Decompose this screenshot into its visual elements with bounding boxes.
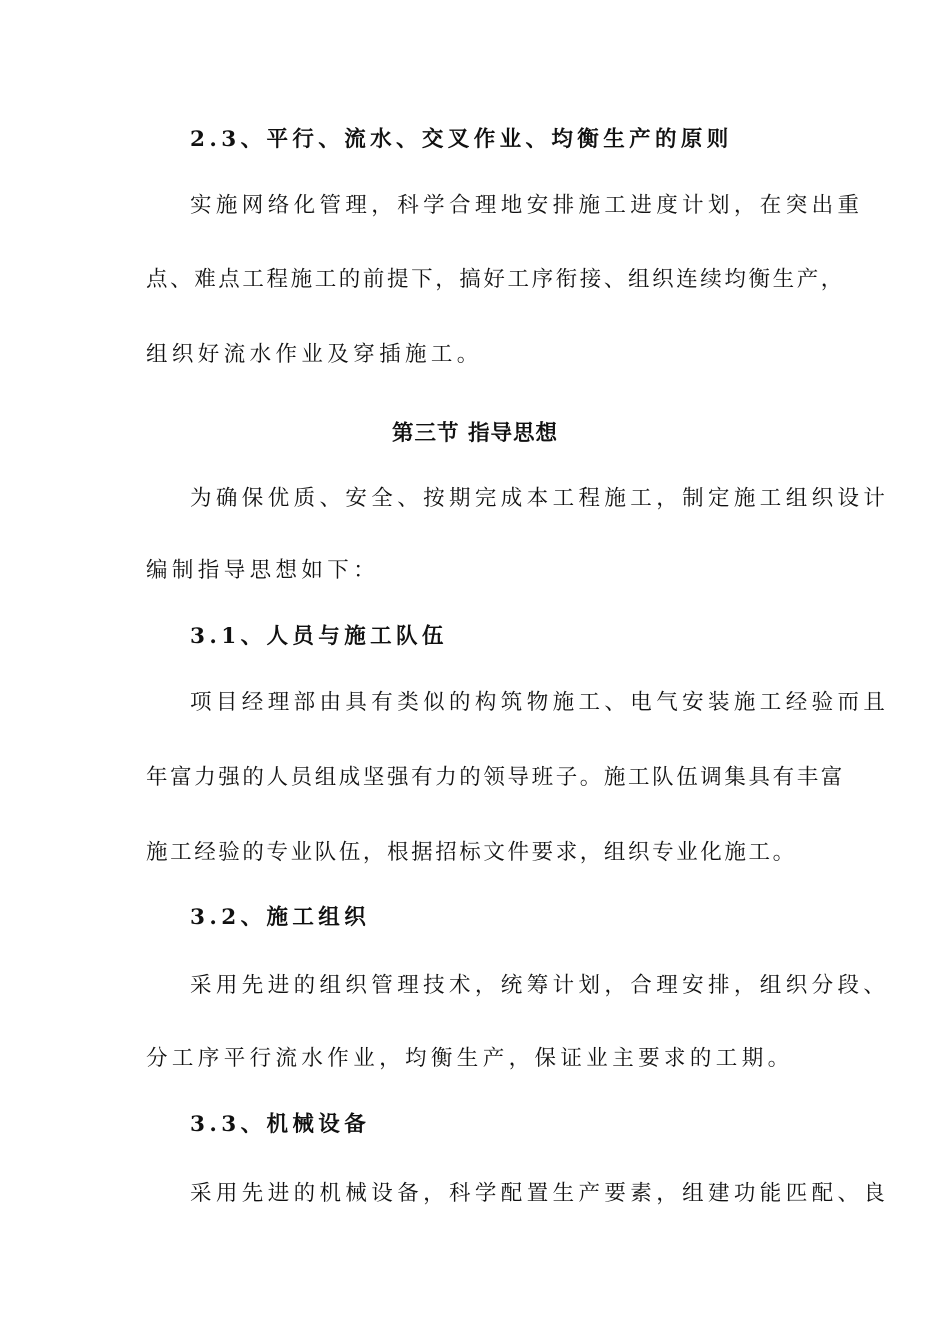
paragraph-line: 采用先进的组织管理技术，统筹计划，合理安排，组织分段、 bbox=[190, 973, 890, 998]
heading-3-2: 3.2、施工组织 bbox=[190, 905, 371, 930]
paragraph-line: 点、难点工程施工的前提下，搞好工序衔接、组织连续均衡生产， bbox=[146, 267, 845, 292]
section-title: 第三节 指导思想 bbox=[392, 421, 558, 446]
heading-3-1: 3.1、人员与施工队伍 bbox=[190, 624, 448, 649]
paragraph-line: 施工经验的专业队伍，根据招标文件要求，组织专业化施工。 bbox=[146, 840, 797, 865]
paragraph-line: 编制指导思想如下： bbox=[146, 558, 380, 583]
paragraph-line: 项目经理部由具有类似的构筑物施工、电气安装施工经验而且 bbox=[190, 690, 890, 715]
heading-2-3: 2.3、平行、流水、交叉作业、均衡生产的原则 bbox=[190, 127, 733, 152]
heading-3-3: 3.3、机械设备 bbox=[190, 1112, 371, 1137]
paragraph-line: 年富力强的人员组成坚强有力的领导班子。施工队伍调集具有丰富 bbox=[146, 765, 845, 790]
paragraph-line: 采用先进的机械设备，科学配置生产要素，组建功能匹配、良 bbox=[190, 1181, 890, 1206]
paragraph-line: 分工序平行流水作业，均衡生产，保证业主要求的工期。 bbox=[146, 1046, 794, 1071]
paragraph-line: 为确保优质、安全、按期完成本工程施工，制定施工组织设计 bbox=[190, 486, 890, 511]
paragraph-line: 组织好流水作业及穿插施工。 bbox=[146, 342, 483, 367]
paragraph-line: 实施网络化管理，科学合理地安排施工进度计划，在突出重 bbox=[190, 193, 864, 218]
